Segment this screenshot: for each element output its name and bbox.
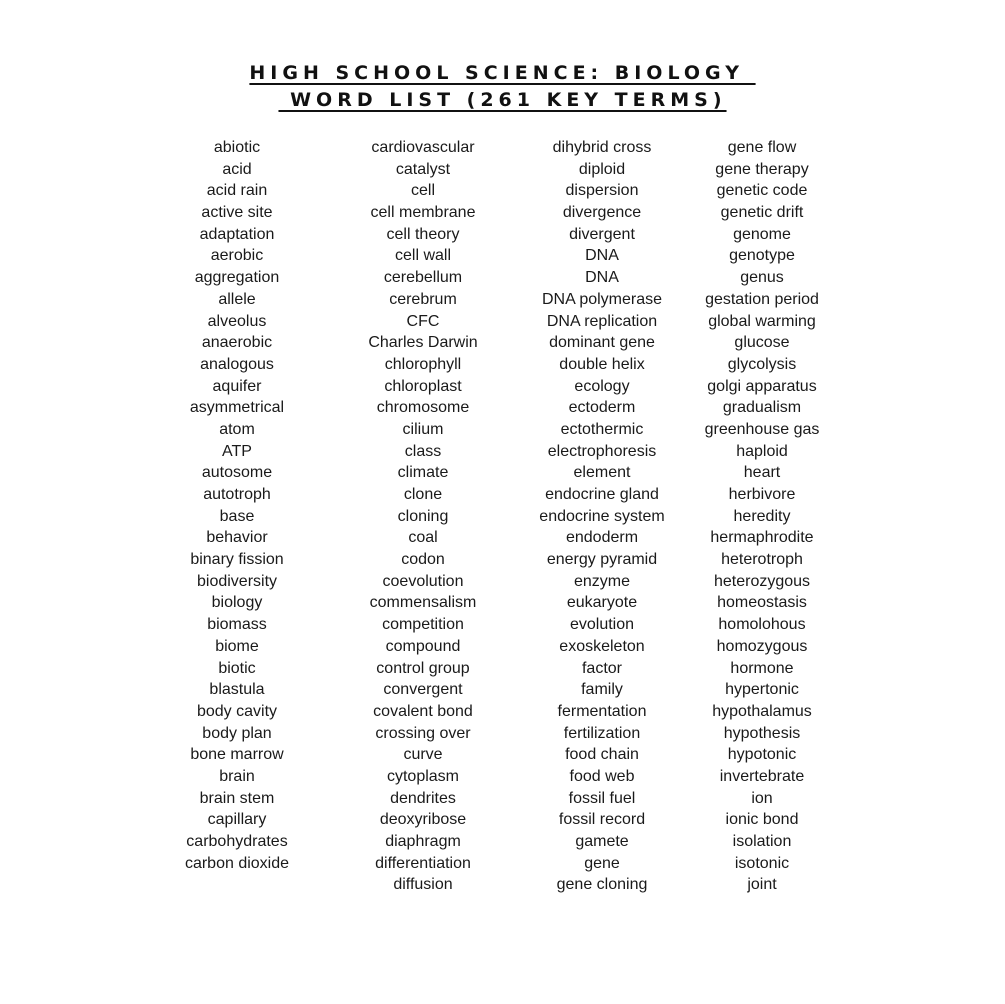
- word-item: commensalism: [369, 594, 477, 612]
- word-item: autotroph: [203, 486, 271, 503]
- word-item: cell wall: [394, 247, 451, 265]
- word-item: acid: [222, 160, 252, 178]
- word-item: ionic bond: [725, 811, 799, 829]
- word-item: biomass: [207, 616, 267, 634]
- word-item: fossil record: [558, 811, 646, 829]
- word-item: convergent: [383, 681, 463, 699]
- word-item: global warming: [708, 312, 816, 330]
- word-item: food chain: [565, 746, 639, 764]
- word-item: DNA: [585, 247, 619, 265]
- word-item: fossil fuel: [568, 789, 636, 807]
- word-item: ectothermic: [560, 420, 644, 438]
- word-item: ecology: [574, 377, 630, 395]
- word-item: behavior: [206, 529, 268, 547]
- word-item: crossing over: [375, 724, 471, 742]
- word-item: compound: [385, 637, 461, 655]
- word-column-4: [662, 137, 862, 896]
- word-item: electrophoresis: [547, 442, 657, 460]
- word-item: biodiversity: [196, 572, 278, 590]
- word-item: biotic: [218, 659, 256, 677]
- word-item: DNA polymerase: [541, 290, 663, 308]
- word-item: aggregation: [194, 269, 280, 287]
- word-item: eukaryote: [566, 594, 638, 612]
- word-item: catalyst: [395, 160, 451, 178]
- word-item: carbon dioxide: [184, 854, 290, 872]
- word-item: endocrine system: [539, 507, 665, 525]
- word-item: hermaphrodite: [710, 529, 814, 547]
- word-item: factor: [581, 659, 622, 677]
- word-item: alveolus: [207, 312, 267, 330]
- word-item: gamete: [575, 833, 629, 850]
- word-item: enzyme: [573, 572, 631, 590]
- word-item: isolation: [732, 833, 792, 850]
- word-item: bone marrow: [190, 746, 284, 764]
- word-item: fermentation: [557, 702, 647, 720]
- word-item: heterotroph: [721, 551, 803, 569]
- word-item: biology: [211, 594, 263, 612]
- word-item: homolohous: [718, 616, 806, 634]
- word-item: diffusion: [393, 876, 453, 894]
- word-item: hypertonic: [725, 681, 799, 699]
- word-item: joint: [747, 876, 777, 894]
- word-item: DNA: [585, 269, 619, 287]
- word-item: golgi apparatus: [707, 377, 817, 395]
- word-item: element: [573, 464, 631, 482]
- word-item: isotonic: [734, 854, 790, 872]
- word-item: gene therapy: [715, 160, 809, 178]
- word-item: genus: [740, 269, 784, 287]
- word-list: [0, 137, 1005, 897]
- word-item: chloroplast: [384, 377, 462, 395]
- word-item: cilium: [402, 420, 444, 438]
- word-item: cardiovascular: [371, 139, 475, 156]
- word-item: hormone: [730, 659, 794, 677]
- word-item: ion: [751, 789, 773, 807]
- word-item: acid rain: [206, 182, 268, 200]
- word-item: diploid: [578, 160, 626, 178]
- word-item: curve: [403, 746, 443, 764]
- word-item: genetic code: [716, 182, 808, 200]
- word-item: energy pyramid: [546, 551, 658, 569]
- word-item: dihybrid cross: [552, 139, 652, 156]
- word-item: endoderm: [565, 529, 639, 547]
- word-item: fertilization: [563, 724, 641, 742]
- word-item: differentiation: [375, 854, 471, 872]
- word-item: gene flow: [727, 139, 797, 156]
- word-item: aerobic: [210, 247, 264, 265]
- word-item: divergent: [569, 225, 635, 243]
- word-item: carbohydrates: [186, 833, 288, 850]
- word-item: brain stem: [199, 789, 275, 807]
- word-item: asymmetrical: [189, 399, 285, 417]
- word-item: cell: [410, 182, 435, 200]
- word-item: body plan: [202, 724, 272, 742]
- word-item: body cavity: [196, 702, 278, 720]
- word-item: base: [219, 507, 255, 525]
- word-item: dispersion: [565, 182, 639, 200]
- word-item: clone: [403, 486, 443, 503]
- word-item: aquifer: [212, 377, 262, 395]
- word-item: active site: [201, 204, 273, 222]
- title-line-1: HIGH SCHOOL SCIENCE: BIOLOGY: [249, 62, 756, 84]
- word-item: greenhouse gas: [704, 420, 820, 438]
- word-item: double helix: [559, 355, 645, 373]
- word-item: control group: [376, 659, 470, 677]
- word-item: family: [581, 681, 623, 699]
- word-item: ATP: [222, 442, 252, 460]
- word-item: dendrites: [390, 789, 456, 807]
- word-item: ectoderm: [568, 399, 636, 417]
- word-item: cloning: [397, 507, 449, 525]
- word-item: hypotonic: [727, 746, 797, 764]
- word-item: coevolution: [382, 572, 464, 590]
- word-item: DNA replication: [546, 312, 658, 330]
- word-item: deoxyribose: [379, 811, 467, 829]
- word-column-1: [137, 137, 337, 874]
- word-item: atom: [219, 420, 255, 438]
- word-item: coal: [408, 529, 438, 547]
- word-item: codon: [401, 551, 445, 569]
- word-item: glycolysis: [727, 355, 797, 373]
- word-item: climate: [397, 464, 449, 482]
- word-item: heart: [743, 464, 781, 482]
- word-item: gene cloning: [556, 876, 648, 894]
- word-item: abiotic: [213, 139, 261, 156]
- word-item: genome: [733, 225, 791, 243]
- word-item: divergence: [562, 204, 642, 222]
- word-item: gradualism: [722, 399, 802, 417]
- word-column-2: [323, 137, 523, 896]
- word-item: CFC: [406, 312, 440, 330]
- word-item: herbivore: [728, 486, 796, 503]
- word-item: biome: [215, 637, 259, 655]
- word-item: capillary: [207, 811, 267, 829]
- word-item: chromosome: [376, 399, 470, 417]
- word-item: glucose: [734, 334, 790, 352]
- word-item: cell membrane: [370, 204, 476, 222]
- word-item: competition: [382, 616, 464, 634]
- word-item: binary fission: [190, 551, 284, 569]
- word-item: exoskeleton: [559, 637, 645, 655]
- word-item: autosome: [201, 464, 273, 482]
- word-item: invertebrate: [719, 767, 805, 785]
- word-item: anaerobic: [201, 334, 273, 352]
- word-item: blastula: [209, 681, 265, 699]
- title-line-2: WORD LIST (261 KEY TERMS): [278, 89, 727, 111]
- word-item: class: [404, 442, 442, 460]
- word-item: cell theory: [386, 225, 460, 243]
- word-item: gestation period: [705, 290, 819, 308]
- word-item: dominant gene: [549, 334, 655, 352]
- word-item: chlorophyll: [384, 355, 462, 373]
- word-item: analogous: [200, 355, 274, 373]
- word-item: cerebrum: [389, 290, 457, 308]
- word-item: cerebellum: [383, 269, 463, 287]
- word-item: covalent bond: [373, 702, 473, 720]
- word-item: homozygous: [716, 637, 808, 655]
- word-item: haploid: [736, 442, 788, 460]
- word-item: Charles Darwin: [368, 334, 478, 352]
- word-item: adaptation: [199, 225, 275, 243]
- word-item: cytoplasm: [386, 767, 460, 785]
- word-item: genotype: [729, 247, 795, 265]
- word-item: hypothalamus: [712, 702, 812, 720]
- word-item: food web: [569, 767, 635, 785]
- word-item: diaphragm: [385, 833, 461, 850]
- word-item: genetic drift: [720, 204, 804, 222]
- page-title: [0, 60, 1005, 114]
- word-item: homeostasis: [717, 594, 807, 612]
- word-item: heterozygous: [713, 572, 811, 590]
- word-item: heredity: [733, 507, 791, 525]
- word-item: allele: [218, 290, 256, 308]
- word-item: endocrine gland: [545, 486, 659, 503]
- word-item: hypothesis: [723, 724, 801, 742]
- word-item: brain: [219, 767, 255, 785]
- word-item: evolution: [569, 616, 635, 634]
- word-item: gene: [584, 854, 620, 872]
